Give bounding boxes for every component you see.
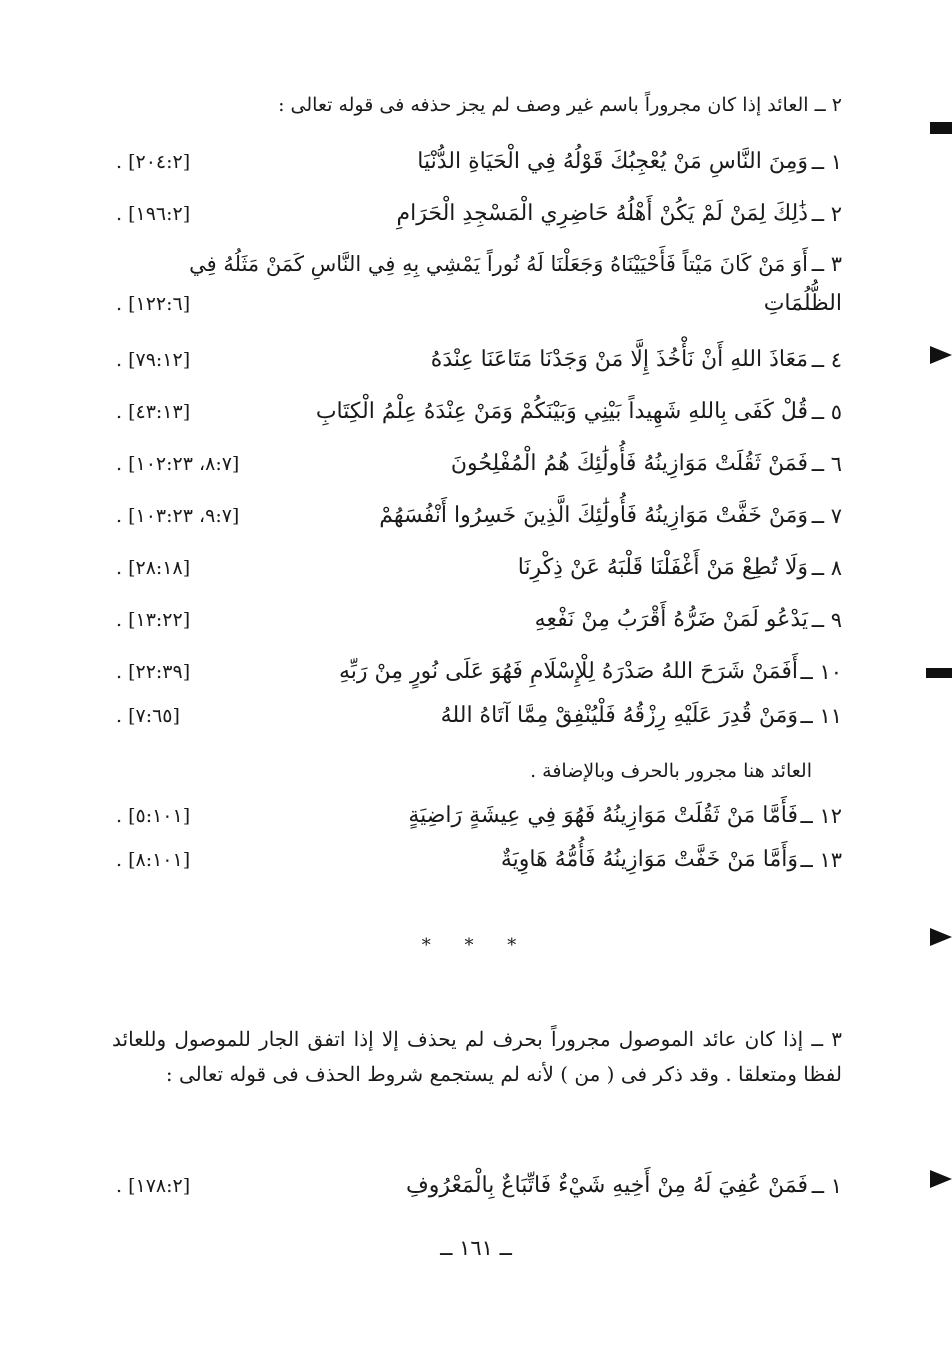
verse-reference: [٧٩:١٢] . xyxy=(116,349,191,371)
verse-row xyxy=(112,244,842,324)
section3-paragraph: ٣ ــ إذا كان عائد الموصول مجروراً بحرف لم يحذف إلا إذا اتفق الجار للموصول وللعائد لفظا ومتعلقا . وقد ذكر فى ( من ) لأنه لم يستجمع شروط الحذف فى قوله تعالى : xyxy=(112,1027,842,1086)
verse-text: وَلَا تُطِعْ مَنْ أَغْفَلْنَا قَلْبَهُ عَنْ ذِكْرِنَا xyxy=(517,555,808,580)
verse-reference: [١٣:٢٢] . xyxy=(116,609,191,631)
verse-number: ٢ ــ xyxy=(811,202,842,226)
verse-reference: [٢٠٤:٢] . xyxy=(116,151,191,173)
verse-row xyxy=(112,142,842,182)
verse-text: قُلْ كَفَى بِاللهِ شَهِيداً بَيْنِي وَبَيْنَكُمْ وَمَنْ عِنْدَهُ عِلْمُ الْكِتَابِ xyxy=(315,399,808,424)
verse-number: ٦ ــ xyxy=(811,452,842,476)
verse-row xyxy=(112,340,842,380)
verse-text: فَمَنْ عُفِيَ لَهُ مِنْ أَخِيهِ شَيْءٌ فَاتِّبَاعٌ بِالْمَعْرُوفِ xyxy=(405,1173,808,1198)
edge-mark-icon xyxy=(930,346,952,364)
verse-row xyxy=(112,194,842,234)
verse-number: ٧ ــ xyxy=(811,504,842,528)
verse-row xyxy=(112,496,842,536)
verse-row xyxy=(112,392,842,432)
verse-text: فَمَنْ ثَقُلَتْ مَوَازِينُهُ فَأُولَٰئِكَ هُمُ الْمُفْلِحُونَ xyxy=(450,451,808,476)
verse-row xyxy=(112,548,842,588)
note-line: العائد هنا مجرور بالحرف وبالإضافة . xyxy=(530,760,812,782)
verse-text: وَمِنَ النَّاسِ مَنْ يُعْجِبُكَ قَوْلُهُ فِي الْحَيَاةِ الدُّنْيَا xyxy=(417,149,808,174)
verse-reference: [١٩٦:٢] . xyxy=(116,203,191,225)
verse-number: ١٣ ــ xyxy=(800,848,842,872)
verse-text: وَأَمَّا مَنْ خَفَّتْ مَوَازِينُهُ فَأُمُّهُ هَاوِيَةٌ xyxy=(500,847,798,872)
verse-text: مَعَاذَ اللهِ أَنْ نَأْخُذَ إِلَّا مَنْ وَجَدْنَا مَتَاعَنَا عِنْدَهُ xyxy=(430,347,808,372)
verse-text: فَأَمَّا مَنْ ثَقُلَتْ مَوَازِينُهُ فَهُوَ فِي عِيشَةٍ رَاضِيَةٍ xyxy=(408,803,798,828)
verse-reference: [٧:٦٥] . xyxy=(116,705,180,727)
verse-text: أَوَ مَنْ كَانَ مَيْتاً فَأَحْيَيْنَاهُ وَجَعَلْنَا لَهُ نُوراً يَمْشِي بِهِ فِي النَّاسِ كَمَنْ مَثَلُهُ فِي xyxy=(189,252,808,276)
verse-number: ١٠ ــ xyxy=(800,660,842,684)
verse-reference: [٨:١٠١] . xyxy=(116,849,191,871)
verse-row xyxy=(112,696,842,736)
verse-number: ٤ ــ xyxy=(811,348,842,372)
verse-text: يَدْعُو لَمَنْ ضَرُّهُ أَقْرَبُ مِنْ نَفْعِهِ xyxy=(534,607,808,632)
verse-number: ١ ــ xyxy=(811,150,842,174)
verse-row xyxy=(112,652,842,692)
verse-number: ١٢ ــ xyxy=(800,804,842,828)
section2-intro: ٢ ــ العائد إذا كان مجروراً باسم غير وصف لم يجز حذفه فى قوله تعالى : xyxy=(278,94,842,116)
verse-row xyxy=(112,840,842,880)
edge-mark-icon xyxy=(926,668,952,678)
verse-reference: [٨:٧، ١٠٢:٢٣] . xyxy=(116,453,240,475)
verse-text-continuation: الظُّلُمَاتِ xyxy=(763,291,842,316)
verse-number: ٩ ــ xyxy=(811,608,842,632)
verse-row xyxy=(112,600,842,640)
page-number: ــ ١٦١ ــ xyxy=(440,1236,512,1260)
verse-reference: [٥:١٠١] . xyxy=(116,805,191,827)
verse-reference: [٩:٧، ١٠٣:٢٣] . xyxy=(116,505,240,527)
verse-row xyxy=(112,1166,842,1206)
verse-text: أَفَمَنْ شَرَحَ اللهُ صَدْرَهُ لِلْإِسْلَامِ فَهُوَ عَلَى نُورٍ مِنْ رَبِّهِ xyxy=(338,659,798,684)
verse-number: ١١ ــ xyxy=(800,704,842,728)
verse-row xyxy=(112,444,842,484)
verse-reference: [١٧٨:٢] . xyxy=(116,1175,191,1197)
verse-number: ٣ ــ xyxy=(811,252,842,276)
section-separator: * * * xyxy=(421,935,531,956)
verse-reference: [٤٣:١٣] . xyxy=(116,401,191,423)
verse-number: ٨ ــ xyxy=(811,556,842,580)
verse-text: وَمَنْ خَفَّتْ مَوَازِينُهُ فَأُولَٰئِكَ الَّذِينَ خَسِرُوا أَنْفُسَهُمْ xyxy=(379,503,808,528)
verse-number: ١ ــ xyxy=(811,1174,842,1198)
verse-text: ذَٰلِكَ لِمَنْ لَمْ يَكُنْ أَهْلُهُ حَاضِرِي الْمَسْجِدِ الْحَرَامِ xyxy=(396,201,808,226)
verse-text: وَمَنْ قُدِرَ عَلَيْهِ رِزْقُهُ فَلْيُنْفِقْ مِمَّا آتَاهُ اللهُ xyxy=(440,703,798,728)
verse-row xyxy=(112,796,842,836)
edge-mark-icon xyxy=(930,122,952,134)
verse-number: ٥ ــ xyxy=(811,400,842,424)
edge-mark-icon xyxy=(930,1170,952,1188)
verse-reference: [٢٢:٣٩] . xyxy=(116,661,191,683)
verse-reference: [٢٨:١٨] . xyxy=(116,557,191,579)
verse-reference: [١٢٢:٦] . xyxy=(116,293,191,315)
